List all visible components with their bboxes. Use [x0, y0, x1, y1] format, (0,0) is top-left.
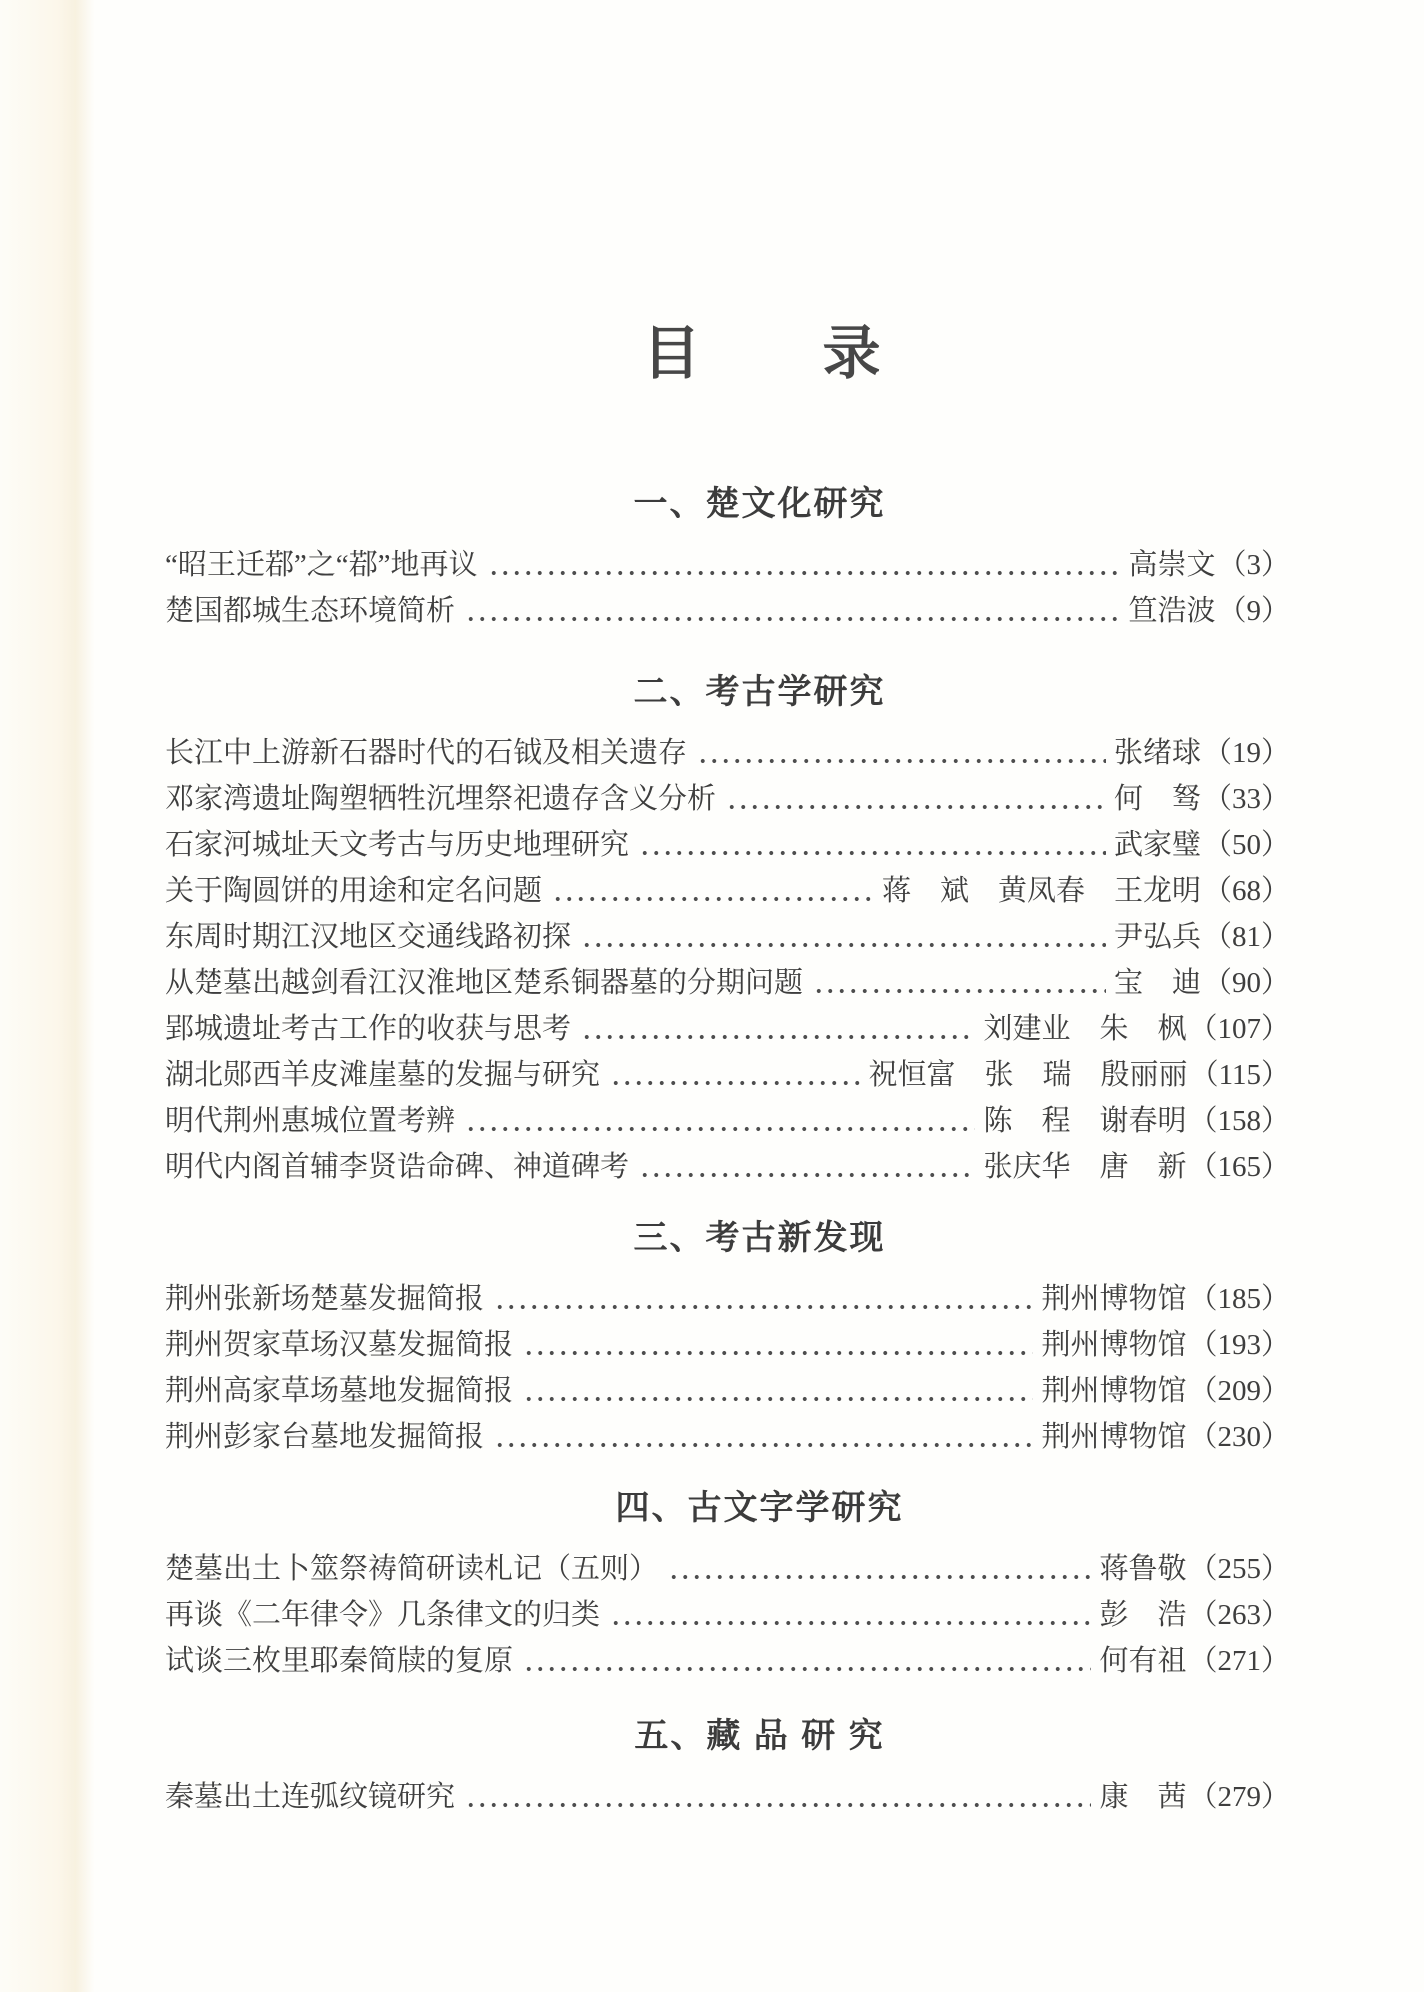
dot-leader: [523, 1320, 1033, 1366]
dot-leader: [465, 1096, 975, 1142]
dot-leader: [494, 1274, 1033, 1320]
dot-leader: [465, 586, 1120, 632]
toc-sections: [165, 482, 1290, 1818]
entry-authors: 武家璧: [1113, 829, 1201, 862]
entry-page-number: （193）: [1188, 1329, 1290, 1362]
section-rows: [165, 1544, 1290, 1682]
toc-section: [165, 1216, 1290, 1458]
toc-entry: [165, 866, 1290, 912]
toc-entry: [165, 1590, 1290, 1636]
entry-authors: 笪浩波: [1128, 595, 1216, 628]
entry-authors: 张庆华 唐 新: [983, 1151, 1187, 1184]
toc-entry: [165, 1412, 1290, 1458]
dot-leader: [523, 1366, 1033, 1412]
section-heading: 二、考古学研究: [633, 672, 886, 711]
entry-page-number: （115）: [1189, 1059, 1290, 1092]
entry-title: 再谈《二年律令》几条律文的归类: [165, 1599, 601, 1632]
dot-leader: [668, 1544, 1091, 1590]
entry-page-number: （271）: [1188, 1645, 1290, 1678]
entry-authors: 荆州博物馆: [1041, 1375, 1187, 1408]
section-rows: [165, 1274, 1290, 1458]
toc-entry: [165, 1096, 1290, 1142]
entry-title: 试谈三枚里耶秦简牍的复原: [165, 1645, 514, 1678]
entry-title: 荆州高家草场墓地发掘简报: [165, 1375, 514, 1408]
toc-entry: [165, 1544, 1290, 1590]
toc-entry: [165, 1142, 1290, 1188]
section-heading: 五、藏 品 研 究: [634, 1716, 885, 1755]
entry-title: 石家河城址天文考古与历史地理研究: [165, 829, 630, 862]
dot-leader: [813, 958, 1106, 1004]
dot-leader: [465, 1772, 1091, 1818]
section-heading: 四、古文字学研究: [615, 1488, 904, 1527]
dot-leader: [494, 1412, 1033, 1458]
entry-page-number: （68）: [1202, 875, 1290, 908]
entry-title: 郢城遗址考古工作的收获与思考: [165, 1013, 572, 1046]
entry-page-number: （279）: [1188, 1781, 1290, 1814]
toc-entry: [165, 1366, 1290, 1412]
section-rows: [165, 728, 1290, 1188]
entry-authors: 祝恒富 张 瑞 殷丽丽: [868, 1059, 1188, 1092]
entry-title: 长江中上游新石器时代的石钺及相关遗存: [165, 737, 688, 770]
entry-authors: 何有祖: [1099, 1645, 1187, 1678]
entry-authors: 荆州博物馆: [1041, 1421, 1187, 1454]
entry-authors: 陈 程 谢春明: [983, 1105, 1187, 1138]
entry-authors: 荆州博物馆: [1041, 1329, 1187, 1362]
toc-entry: [165, 912, 1290, 958]
entry-title: 荆州贺家草场汉墓发掘简报: [165, 1329, 514, 1362]
entry-title: 东周时期江汉地区交通线路初探: [165, 921, 572, 954]
entry-page-number: （9）: [1217, 595, 1290, 628]
entry-authors: 尹弘兵: [1113, 921, 1201, 954]
toc-entry: [165, 1636, 1290, 1682]
entry-page-number: （230）: [1188, 1421, 1290, 1454]
entry-title: 明代内阁首辅李贤诰命碑、神道碑考: [165, 1151, 630, 1184]
entry-authors: 荆州博物馆: [1041, 1283, 1187, 1316]
section-heading: 一、楚文化研究: [633, 484, 886, 523]
entry-page-number: （33）: [1202, 783, 1290, 816]
entry-page-number: （107）: [1188, 1013, 1290, 1046]
entry-title: 明代荆州惠城位置考辨: [165, 1105, 456, 1138]
entry-authors: 高崇文: [1128, 549, 1216, 582]
toc-section: [165, 1714, 1290, 1818]
entry-page-number: （209）: [1188, 1375, 1290, 1408]
toc-section: [165, 1486, 1290, 1682]
toc-entry: [165, 586, 1290, 632]
entry-title: 楚国都城生态环境简析: [165, 595, 456, 628]
entry-authors: 宝 迪: [1113, 967, 1201, 1000]
dot-leader: [581, 1004, 975, 1050]
entry-title: 荆州张新场楚墓发掘简报: [165, 1283, 485, 1316]
entry-page-number: （50）: [1202, 829, 1290, 862]
page-title: 目 录: [642, 321, 883, 386]
entry-authors: 张绪球: [1113, 737, 1201, 770]
entry-title: 湖北郧西羊皮滩崖墓的发掘与研究: [165, 1059, 601, 1092]
section-rows: [165, 540, 1290, 632]
toc-entry: [165, 1274, 1290, 1320]
section-rows: [165, 1772, 1290, 1818]
entry-title: 从楚墓出越剑看江汉淮地区楚系铜器墓的分期问题: [165, 967, 804, 1000]
entry-title: 秦墓出土连弧纹镜研究: [165, 1781, 456, 1814]
toc-entry: [165, 1320, 1290, 1366]
dot-leader: [523, 1636, 1091, 1682]
toc-section: [165, 482, 1290, 632]
entry-title: “昭王迁鄀”之“鄀”地再议: [165, 549, 478, 582]
entry-page-number: （158）: [1188, 1105, 1290, 1138]
entry-title: 邓家湾遗址陶塑牺牲沉埋祭祀遗存含义分析: [165, 783, 717, 816]
dot-leader: [610, 1050, 861, 1096]
dot-leader: [552, 866, 874, 912]
toc-entry: [165, 540, 1290, 586]
toc-entry: [165, 1772, 1290, 1818]
entry-page-number: （165）: [1188, 1151, 1290, 1184]
section-heading: 三、考古新发现: [633, 1218, 886, 1257]
entry-authors: 蒋鲁敬: [1099, 1553, 1187, 1586]
dot-leader: [726, 774, 1106, 820]
entry-authors: 何 驽: [1113, 783, 1201, 816]
entry-authors: 康 茜: [1099, 1781, 1187, 1814]
toc-entry: [165, 820, 1290, 866]
dot-leader: [581, 912, 1106, 958]
entry-page-number: （255）: [1188, 1553, 1290, 1586]
entry-authors: 刘建业 朱 枫: [983, 1013, 1187, 1046]
toc-entry: [165, 1004, 1290, 1050]
dot-leader: [610, 1590, 1091, 1636]
entry-title: 关于陶圆饼的用途和定名问题: [165, 875, 543, 908]
dot-leader: [639, 1142, 975, 1188]
entry-page-number: （81）: [1202, 921, 1290, 954]
toc-entry: [165, 728, 1290, 774]
entry-authors: 蒋 斌 黄凤春 王龙明: [881, 875, 1201, 908]
dot-leader: [697, 728, 1106, 774]
entry-authors: 彭 浩: [1099, 1599, 1187, 1632]
toc-entry: [165, 774, 1290, 820]
entry-page-number: （90）: [1202, 967, 1290, 1000]
entry-page-number: （3）: [1217, 549, 1290, 582]
toc-entry: [165, 958, 1290, 1004]
dot-leader: [488, 540, 1121, 586]
entry-title: 楚墓出土卜筮祭祷简研读札记（五则）: [165, 1553, 659, 1586]
entry-page-number: （263）: [1188, 1599, 1290, 1632]
entry-title: 荆州彭家台墓地发掘简报: [165, 1421, 485, 1454]
dot-leader: [639, 820, 1106, 866]
entry-page-number: （19）: [1202, 737, 1290, 770]
toc-section: [165, 670, 1290, 1188]
toc-entry: [165, 1050, 1290, 1096]
entry-page-number: （185）: [1188, 1283, 1290, 1316]
